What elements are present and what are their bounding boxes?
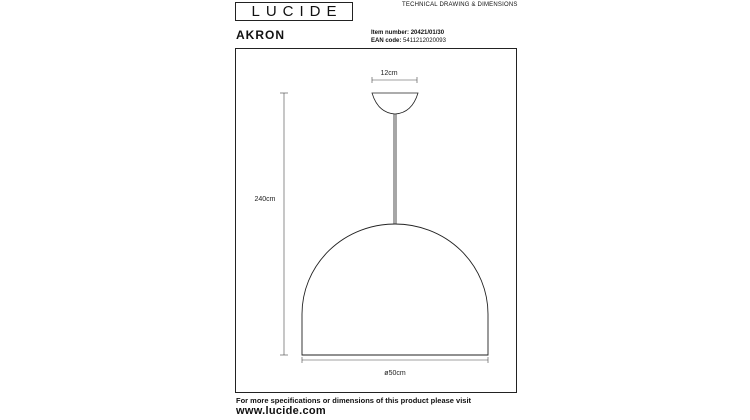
footer-note: For more specifications or dimensions of this product please visit (236, 396, 472, 405)
dome-shade (302, 224, 488, 355)
canopy-width-label: 12cm (380, 70, 398, 77)
product-name: AKRON (236, 28, 285, 42)
item-number: 20421/01/30 (410, 30, 445, 36)
ean-label: EAN code: (371, 38, 402, 44)
diameter-label: ø50cm (384, 370, 406, 377)
document-type: TECHNICAL DRAWING & DIMENSIONS (402, 2, 518, 8)
technical-drawing (236, 49, 518, 394)
drawing-frame (235, 48, 517, 393)
product-meta (371, 29, 446, 45)
ean-code: 5411212020093 (403, 38, 446, 44)
website-link[interactable]: www.lucide.com (236, 405, 326, 417)
ceiling-canopy (372, 93, 418, 114)
item-number-label: Item number: (371, 30, 410, 36)
height-label: 240cm (254, 196, 276, 203)
brand-logo: LUCIDE (235, 2, 353, 21)
